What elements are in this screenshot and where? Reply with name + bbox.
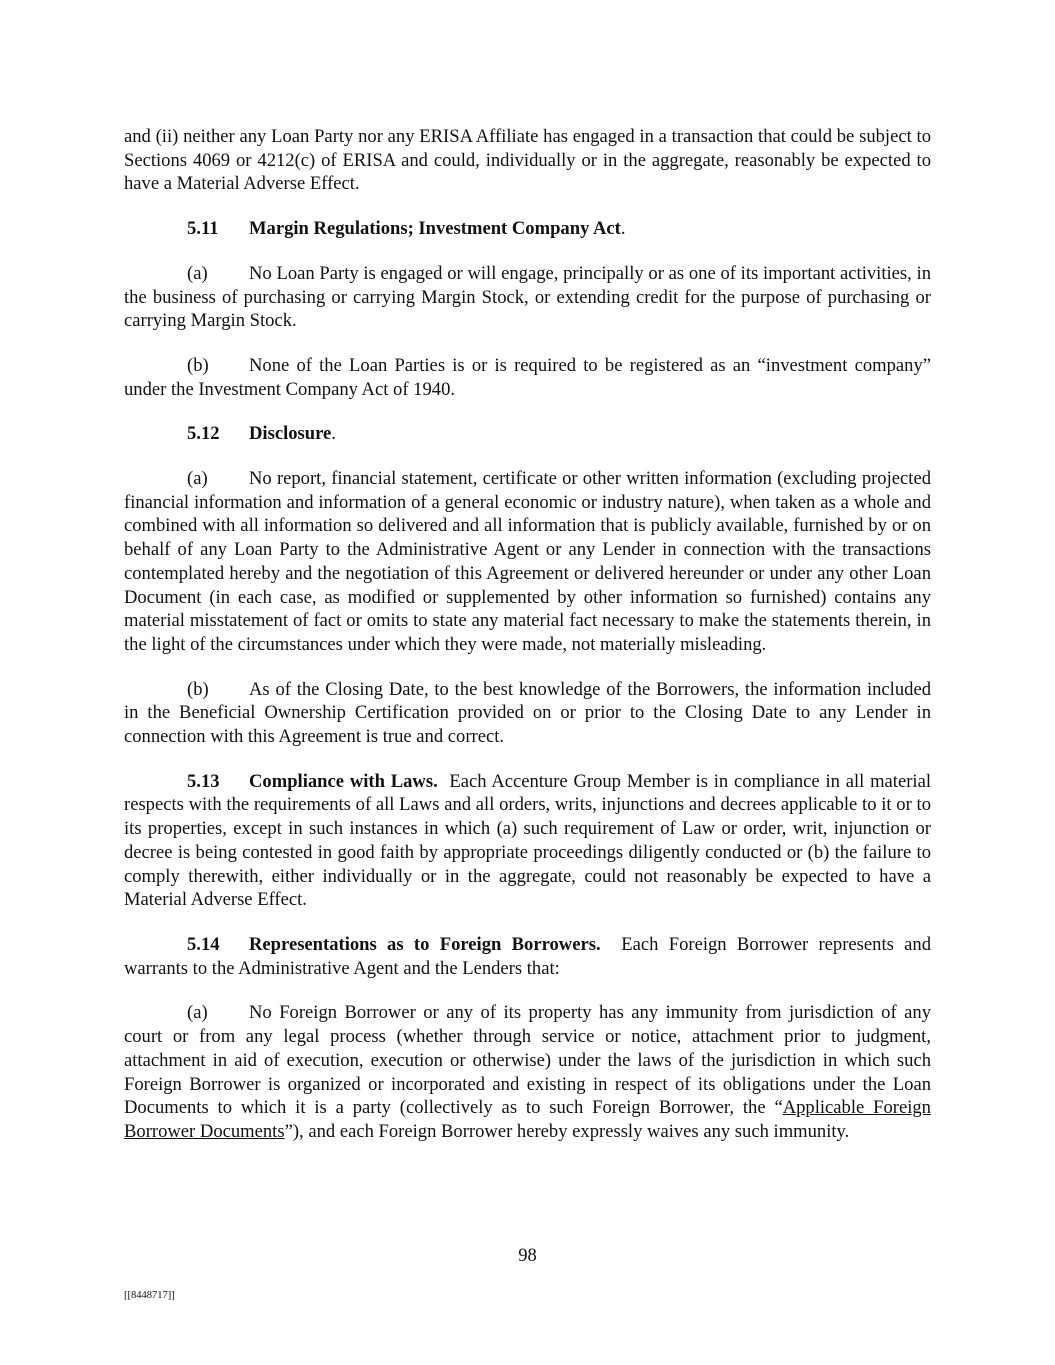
item-label: (b) [187,678,209,700]
section-5-14 [124,933,931,980]
section-body: Each Accenture Group Member is in compliance in all material respects with the requirements of all Laws and all orders, writs, injunctions and decrees applicable to it or to its properties, except in such instances in which (a) such requirement of Law or order, writ, injunction or decree is being contested in good faith by appropriate proceedings diligently conducted or (b) the failure to comply therewith, either individually or in the aggregate, could not reasonably be expected to have a Material Adverse Effect. [124,770,932,911]
section-5-11-item-b [124,354,931,401]
section-5-14-item-a [124,1001,931,1143]
section-body: Each Foreign Borrower represents and warrants to the Administrative Agent and the Lenders that: [124,933,932,979]
section-5-12-heading [124,422,931,446]
item-text-before: No Foreign Borrower or any of its property has any immunity from jurisdiction of any court or from any legal process (whether through service or notice, attachment prior to judgment, attachment in aid of execution, execution or otherwise) under the laws of the jurisdiction in which such Foreign Borrower is organized or incorporated and existing in respect of its obligations under the Loan Documents to which it is a party (collectively as to such Foreign Borrower, the “ [124,1002,931,1119]
item-text-after: ”), and each Foreign Borrower hereby expressly waives any such immunity. [284,1120,850,1142]
document-page [124,125,931,1165]
item-text: No Loan Party is engaged or will engage, principally or as one of its important activities, in the business of purchasing or carrying Margin Stock, or extending credit for the purpose of purchasing or carrying Margin Stock. [124,262,931,332]
section-title: Representations as to Foreign Borrowers. [249,933,601,955]
page-number: 98 [518,1245,537,1266]
section-title-suffix: . [620,218,626,240]
item-label: (b) [187,354,209,376]
defined-term: Applicable Foreign Borrower Documents [124,1097,931,1142]
section-title: Margin Regulations; Investment Company Act [249,218,621,240]
item-text: No report, financial statement, certificate or other written information (excluding projected financial information and information of a general economic or industry nature), when taken as a whole and combined with all information so delivered and all information that is publicly available, furnished by or on behalf of any Loan Party to the Administrative Agent or any Lender in connection with the transactions contemplated hereby and the negotiation of this Agreement or delivered hereunder or under any other Loan Document (in each case, as modified or supplemented by other information so furnished) contains any material misstatement of fact or omits to state any material fact necessary to make the statements therein, in the light of the circumstances under which they were made, not materially misleading. [124,468,931,655]
section-number: 5.11 [187,218,219,240]
section-5-11-item-a [124,262,931,333]
item-text: As of the Closing Date, to the best knowledge of the Borrowers, the information included in the Beneficial Ownership Certification provided on or prior to the Closing Date to any Lender in connection with this Agreement is true and correct. [124,678,931,748]
section-title: Compliance with Laws. [249,770,438,792]
intro-paragraph: and (ii) neither any Loan Party nor any ERISA Affiliate has engaged in a transaction that could be subject to Sections 4069 or 4212(c) of ERISA and could, individually or in the aggregate, reasonably be expected to have a Material Adverse Effect. [124,126,931,195]
item-label: (a) [187,468,208,490]
document-id: [[8448717]] [124,1290,175,1301]
section-number: 5.14 [187,933,220,955]
section-5-11-heading [124,217,931,241]
item-label: (a) [187,262,208,284]
section-number: 5.12 [187,423,220,445]
section-title: Disclosure [249,423,332,445]
item-text: None of the Loan Parties is or is required to be registered as an “investment company” under the Investment Company Act of 1940. [124,354,931,400]
item-label: (a) [187,1002,208,1024]
section-5-13 [124,770,931,912]
section-title-suffix: . [331,423,336,445]
section-5-12-item-b [124,678,931,749]
section-5-12-item-a [124,467,931,657]
section-number: 5.13 [187,770,220,792]
